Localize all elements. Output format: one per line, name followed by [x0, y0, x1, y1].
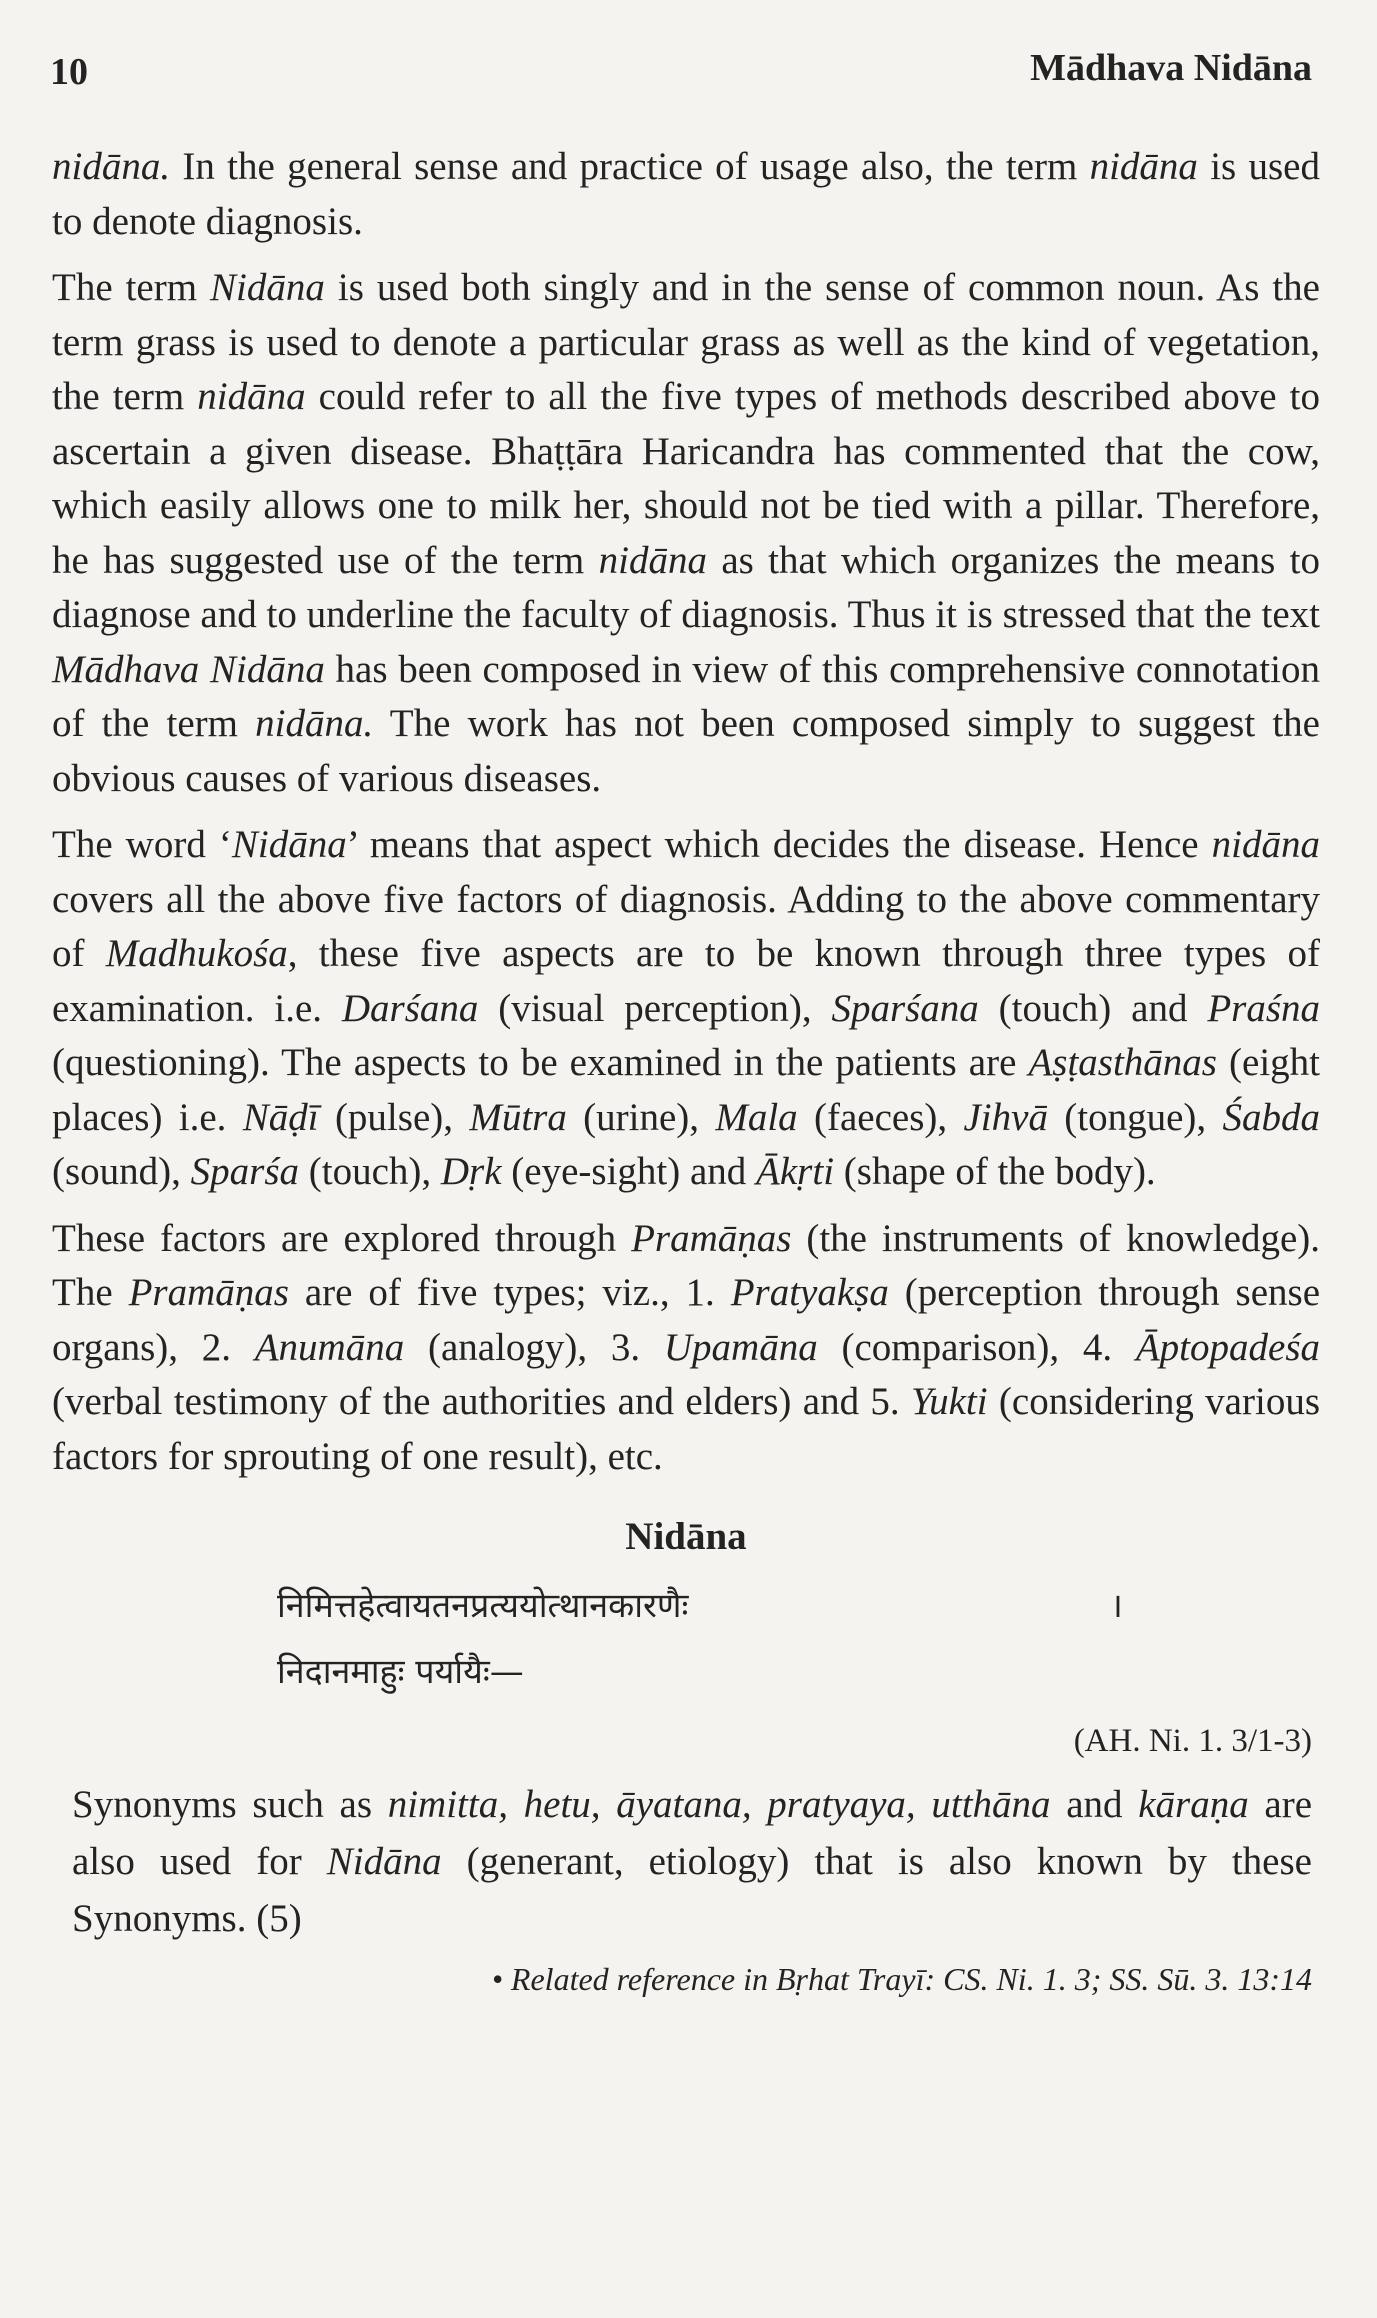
text-run: (eight places) i.e. — [52, 1041, 1321, 1139]
page-body — [52, 140, 1320, 1998]
synonyms-paragraph — [52, 1776, 1320, 1947]
text-run: is used to denote diagnosis. — [52, 145, 1320, 243]
page-number: 10 — [50, 51, 88, 93]
italic-term: Nidāna — [231, 823, 347, 866]
italic-term: Anumāna — [254, 1325, 405, 1369]
italic-term: Nāḍī — [242, 1095, 319, 1139]
italic-term: Sparśa — [190, 1150, 300, 1193]
text-run: (tongue), — [1047, 1095, 1223, 1139]
text-run: has been composed in view of this comprehensive connotation of the term — [52, 647, 1320, 745]
italic-term: Sparśana — [831, 986, 979, 1030]
text-run: (analogy), 3. — [404, 1325, 664, 1369]
paragraph-2 — [52, 261, 1320, 806]
italic-term: Śabda — [1222, 1095, 1320, 1139]
italic-term: Pramāṇas — [631, 1216, 792, 1260]
text-run: (shape of the body). — [834, 1150, 1156, 1193]
italic-term: Mādhava Nidāna — [52, 647, 325, 691]
verse-line-2: निदानमाहुः पर्यायैः— — [277, 1652, 524, 1692]
italic-term: Upamāna — [663, 1325, 818, 1369]
sanskrit-verse — [52, 1573, 1320, 1705]
text-run: are of five types; viz., 1. — [288, 1271, 731, 1314]
italic-term: nidāna — [197, 375, 306, 418]
italic-term: Aṣṭasthānas — [1028, 1041, 1217, 1084]
text-run: Synonyms such as — [72, 1783, 388, 1826]
text-run: (considering various factors for sprouting of one result), etc. — [52, 1380, 1320, 1478]
text-run: (touch), — [299, 1150, 441, 1193]
italic-term: nidāna — [598, 538, 707, 582]
italic-term: Mala — [715, 1095, 798, 1139]
text-run: (urine), — [566, 1095, 716, 1139]
italic-term: nimitta, hetu, āyatana, pratyaya, utthāna — [387, 1783, 1051, 1826]
text-run: , these five aspects are to be known through three types of examination. i.e. — [52, 932, 1320, 1030]
italic-term: Madhukośa — [105, 932, 288, 975]
text-run: The work has not been composed simply to suggest the obvious causes of various diseases. — [52, 702, 1320, 800]
text-run: as that which organizes the means to diagnose and to underline the faculty of diagnosis. Thus it is stressed that the text — [52, 538, 1321, 636]
italic-term: Dṛk — [440, 1150, 502, 1193]
italic-term: Praśna — [1207, 986, 1320, 1030]
italic-term: kāraṇa — [1138, 1783, 1249, 1826]
italic-term: Āptopadeśa — [1135, 1325, 1321, 1369]
italic-term: Ākṛti — [756, 1150, 835, 1193]
italic-term: Darśana — [341, 986, 479, 1030]
text-run: is used both singly and in the sense of common noun. As the term grass is used to denote a particular grass as well as the kind of vegetation, the term — [52, 266, 1320, 418]
text-run: (comparison), 4. — [817, 1325, 1136, 1369]
text-run: are also used for — [72, 1783, 1313, 1883]
verse-line-1 — [277, 1573, 1320, 1639]
text-run: In the general sense and practice of usage also, the term — [170, 145, 1090, 188]
page-header — [50, 40, 1312, 100]
section-heading: Nidāna — [625, 1515, 747, 1558]
text-run: The word ‘ — [52, 823, 232, 866]
italic-term: nidāna. — [52, 145, 171, 188]
verse-danda: । — [1110, 1586, 1123, 1626]
italic-term: Nidāna — [326, 1840, 442, 1883]
text-run: (verbal testimony of the authorities and elders) and 5. — [52, 1380, 911, 1423]
footnote: • Related reference in Bṛhat Trayī: CS. Ni. 1. 3; SS. Sū. 3. 13:14 — [491, 1961, 1312, 1997]
verse-line-1-text: निमित्तहेत्वायतनप्रत्ययोत्थानकारणैः — [277, 1586, 689, 1626]
italic-term: Mūtra — [469, 1095, 567, 1139]
text-run: could refer to all the five types of methods described above to ascertain a given disease. Bhaṭṭāra Haricandra has commented that the cow, which easily allows one to milk her, should not be tied with a pillar. Therefore, he has suggested use of the term — [52, 375, 1320, 582]
italic-term: Pramāṇas — [128, 1271, 289, 1314]
paragraph-3 — [52, 818, 1320, 1200]
italic-term: Pratyakṣa — [730, 1271, 889, 1314]
text-run: covers all the above five factors of diagnosis. Adding to the above commentary of — [52, 877, 1320, 975]
text-run: (pulse), — [318, 1095, 470, 1139]
paragraph-4 — [52, 1212, 1320, 1485]
text-run: (touch) and — [978, 986, 1208, 1030]
text-run: These factors are explored through — [52, 1216, 632, 1260]
text-run: (eye-sight) and — [501, 1150, 757, 1193]
text-run: The term — [52, 266, 211, 309]
paragraphs — [52, 140, 1320, 1484]
text-run: (faeces), — [797, 1095, 964, 1139]
text-run: (the instruments of knowledge). The — [52, 1216, 1320, 1314]
italic-term: nidāna — [1089, 145, 1198, 188]
italic-term: Jihvā — [963, 1095, 1048, 1139]
paragraph-1 — [52, 140, 1320, 249]
italic-term: nidāna. — [255, 702, 374, 745]
running-title: Mādhava Nidāna — [1030, 47, 1312, 89]
italic-term: Yukti — [910, 1380, 988, 1423]
italic-term: Nidāna — [210, 266, 325, 309]
text-run: (perception through sense organs), 2. — [52, 1271, 1321, 1369]
italic-term: nidāna — [1211, 823, 1320, 866]
text-run: and — [1050, 1783, 1139, 1826]
text-run: ’ means that aspect which decides the disease. Hence — [346, 823, 1212, 866]
text-run: (sound), — [52, 1150, 191, 1193]
text-run: (questioning). The aspects to be examined in the patients are — [52, 1041, 1029, 1084]
verse-citation: (AH. Ni. 1. 3/1-3) — [1073, 1723, 1312, 1759]
text-run: (visual perception), — [478, 986, 832, 1030]
text-run: (generant, etiology) that is also known by these Synonyms. (5) — [72, 1840, 1312, 1940]
